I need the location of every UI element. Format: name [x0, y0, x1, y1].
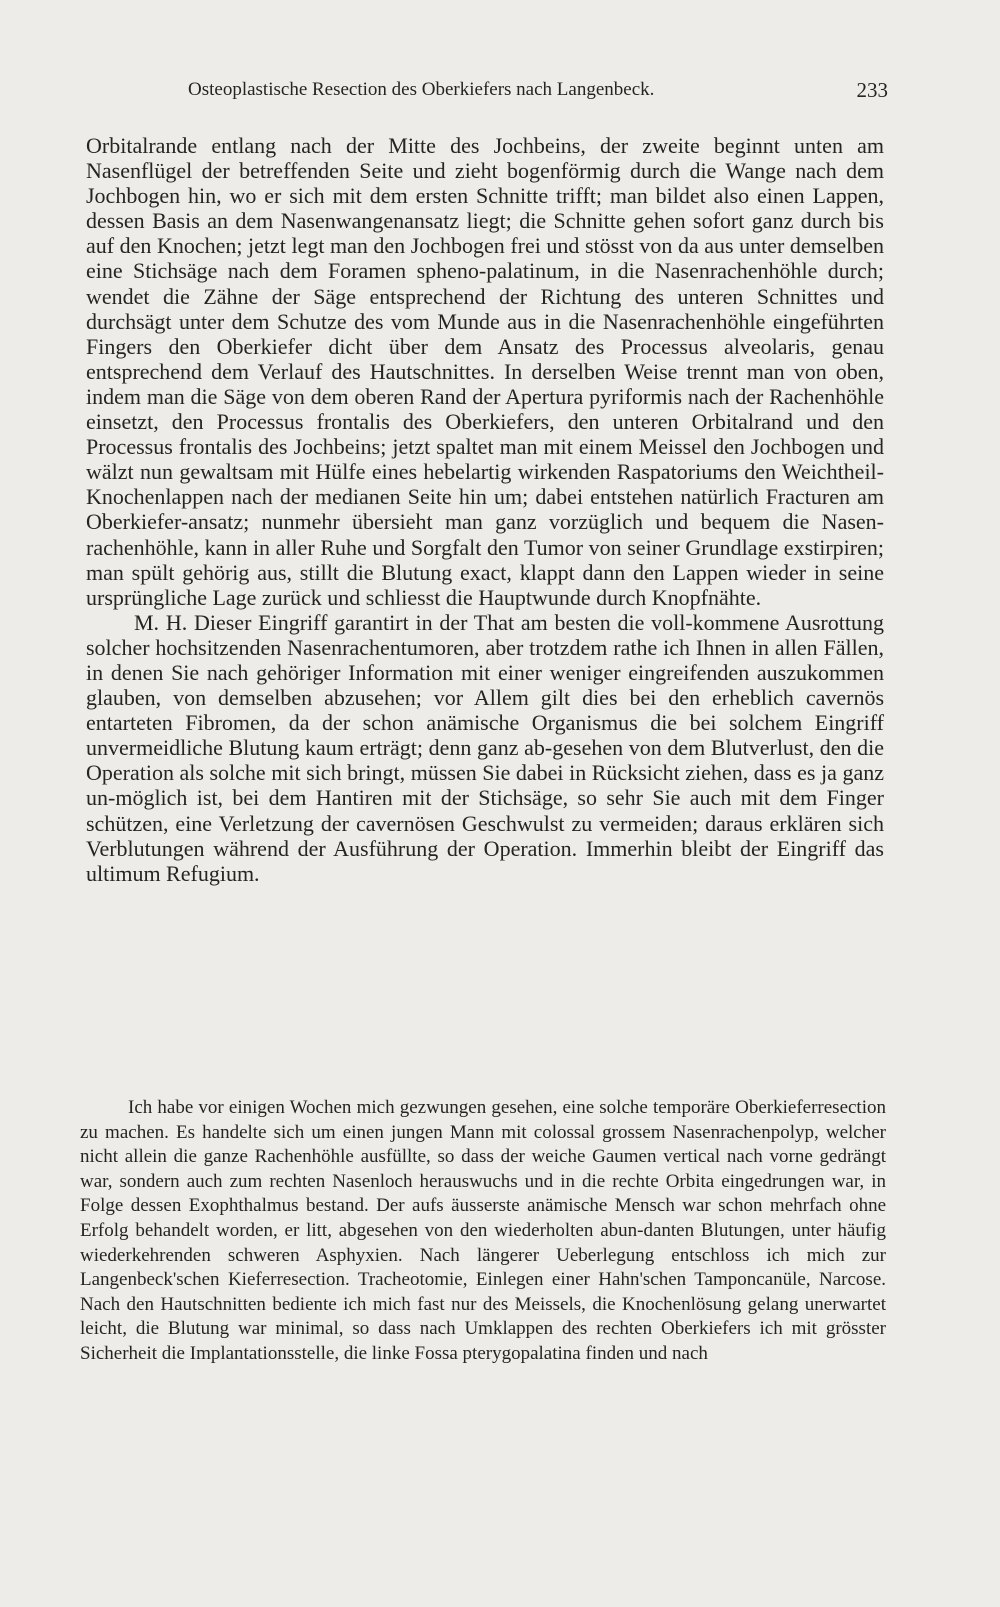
running-title: Osteoplastische Resection des Oberkiefers nach Langenbeck.	[188, 79, 655, 100]
body-paragraph: M. H. Dieser Eingriff garantirt in der That am besten die voll-kommene Ausrottung solcher hochsitzenden Nasenrachentumoren, aber trotzdem rathe ich Ihnen in allen Fällen, in denen Sie nach gehöriger Information mit einer weniger eingreifenden auszukommen glauben, von demselben abzusehen; vor Allem gilt dies bei den erheblich cavernös entarteten Fibromen, da der schon anämische Organismus die bei solchem Eingriff unvermeidliche Blutung kaum erträgt; denn ganz ab-gesehen von dem Blutverlust, den die Operation als solche mit sich bringt, müssen Sie dabei in Rücksicht ziehen, dass es ja ganz un-möglich ist, bei dem Hantiren mit der Stichsäge, so sehr Sie auch mit dem Finger schützen, eine Verletzung der cavernösen Geschwulst zu vermeiden; daraus erklären sich Verblutungen während der Ausführung der Operation. Immerhin bleibt der Eingriff das ultimum Refugium.	[86, 609, 884, 886]
page-number: 233	[856, 78, 888, 102]
body-paragraph: Orbitalrande entlang nach der Mitte des Jochbeins, der zweite beginnt unten am Nasenflügel der betreffenden Seite und zieht bogenförmig durch die Wange nach dem Jochbogen hin, wo er sich mit dem ersten Schnitte trifft; man bildet also einen Lappen, dessen Basis an dem Nasenwangenansatz liegt; die Schnitte gehen sofort ganz durch bis auf den Knochen; jetzt legt man den Jochbogen frei und stösst von da aus unter demselben eine Stichsäge nach dem Foramen spheno-palatinum, in die Nasenrachenhöhle durch; wendet die Zähne der Säge entsprechend der Richtung des unteren Schnittes und durchsägt unter dem Schutze des vom Munde aus in die Nasenrachenhöhle eingeführten Fingers den Oberkiefer dicht über dem Ansatz des Processus alveolaris, genau entsprechend dem Verlauf des Hautschnittes. In derselben Weise trennt man von oben, indem man die Säge von dem oberen Rand der Apertura pyriformis nach der Rachenhöhle einsetzt, den Processus frontalis des Oberkiefers, den unteren Orbitalrand und den Processus frontalis des Jochbeins; jetzt spaltet man mit einem Meissel den Jochbogen und wälzt nun gewaltsam mit Hülfe eines hebelartig wirkenden Raspatoriums den Weichtheil-Knochenlappen nach der medianen Seite hin um; dabei entstehen natürlich Fracturen am Oberkiefer-ansatz; nunmehr übersieht man ganz vorzüglich und bequem die Nasen-rachenhöhle, kann in aller Ruhe und Sorgfalt den Tumor von seiner Grundlage exstirpiren; man spült gehörig aus, stillt die Blutung exact, klappt dann den Lappen wieder in seine ursprüngliche Lage zurück und schliesst die Hauptwunde durch Knopfnähte.	[86, 133, 884, 610]
case-report-paragraph: Ich habe vor einigen Wochen mich gezwungen gesehen, eine solche temporäre Oberkieferresection zu machen. Es handelte sich um einen jungen Mann mit colossal grossem Nasenrachenpolyp, welcher nicht allein die ganze Rachenhöhle ausfüllte, so dass der weiche Gaumen vertical nach vorne gedrängt war, sondern auch zum rechten Nasenloch herauswuchs und in die rechte Orbita eingedrungen war, in Folge dessen Exophthalmus bestand. Der aufs äusserste anämische Mensch war schon mehrfach ohne Erfolg behandelt worden, er litt, abgesehen von den wiederholten abun-danten Blutungen, unter häufig wiederkehrenden schweren Asphyxien. Nach längerer Ueberlegung entschloss ich mich zur Langenbeck'schen Kieferresection. Tracheotomie, Einlegen einer Hahn'schen Tamponcanüle, Narcose. Nach den Hautschnitten bediente ich mich fast nur des Meissels, die Knochenlösung gelang unerwartet leicht, die Blutung war minimal, so dass nach Umklappen des rechten Oberkiefers ich mit grösster Sicherheit die Implantationsstelle, die linke Fossa pterygopalatina finden und nach	[80, 1097, 886, 1364]
running-head	[188, 74, 888, 106]
case-report-block	[80, 1096, 886, 1367]
main-text-block	[86, 133, 884, 886]
